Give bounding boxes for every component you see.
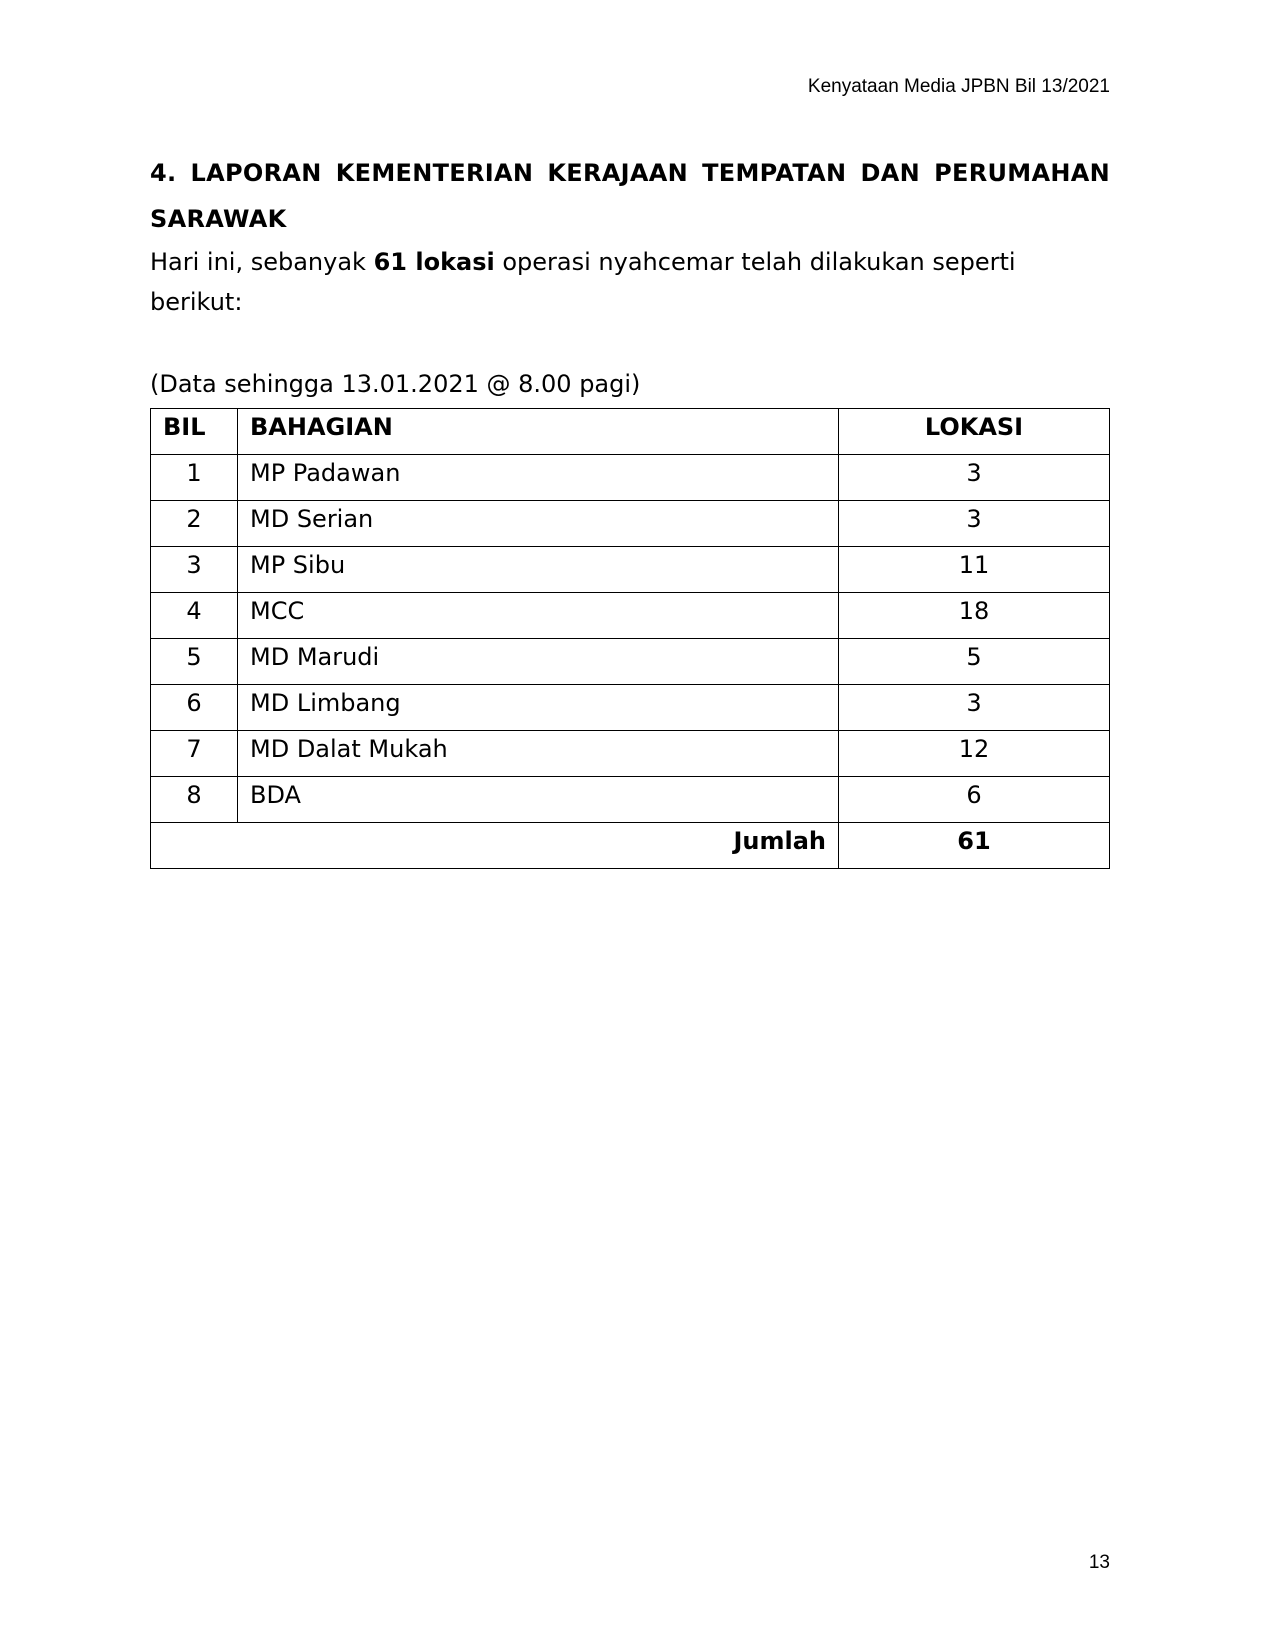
- section-number: 4.: [150, 159, 177, 187]
- cell-bil: 6: [151, 685, 238, 731]
- cell-lokasi: 11: [839, 547, 1110, 593]
- document-body: [150, 150, 1110, 869]
- table-row: [151, 731, 1110, 777]
- intro-suffix: operasi nyahcemar telah dilakukan seperti berikut:: [150, 248, 1016, 316]
- cell-bahagian: MD Serian: [238, 501, 839, 547]
- table-row: [151, 593, 1110, 639]
- header-bil: BIL: [151, 409, 238, 455]
- intro-highlight: 61 lokasi: [373, 248, 495, 276]
- section-title-text: LAPORAN KEMENTERIAN KERAJAAN TEMPATAN DAN PERUMAHAN SARAWAK: [150, 159, 1110, 233]
- intro-paragraph: [150, 242, 1110, 322]
- table-row: [151, 501, 1110, 547]
- cell-bil: 2: [151, 501, 238, 547]
- cell-bil: 3: [151, 547, 238, 593]
- cell-lokasi: 3: [839, 685, 1110, 731]
- table-row: [151, 639, 1110, 685]
- page-number: 13: [1088, 1552, 1110, 1573]
- cell-bahagian: MD Dalat Mukah: [238, 731, 839, 777]
- table-row: [151, 455, 1110, 501]
- cell-bil: 7: [151, 731, 238, 777]
- total-label: Jumlah: [151, 823, 839, 869]
- header-lokasi: LOKASI: [839, 409, 1110, 455]
- lokasi-table: [150, 408, 1110, 869]
- cell-bil: 8: [151, 777, 238, 823]
- cell-bil: 4: [151, 593, 238, 639]
- cell-bil: 5: [151, 639, 238, 685]
- total-value: 61: [839, 823, 1110, 869]
- header-bahagian: BAHAGIAN: [238, 409, 839, 455]
- cell-bahagian: BDA: [238, 777, 839, 823]
- table-total-row: [151, 823, 1110, 869]
- table-header-row: [151, 409, 1110, 455]
- table-row: [151, 685, 1110, 731]
- cell-bahagian: MD Limbang: [238, 685, 839, 731]
- cell-lokasi: 6: [839, 777, 1110, 823]
- cell-bahagian: MCC: [238, 593, 839, 639]
- intro-prefix: Hari ini, sebanyak: [150, 248, 374, 276]
- cell-lokasi: 3: [839, 501, 1110, 547]
- cell-bil: 1: [151, 455, 238, 501]
- table-row: [151, 777, 1110, 823]
- page-header: Kenyataan Media JPBN Bil 13/2021: [807, 76, 1110, 97]
- cell-lokasi: 5: [839, 639, 1110, 685]
- cell-bahagian: MD Marudi: [238, 639, 839, 685]
- cell-lokasi: 3: [839, 455, 1110, 501]
- cell-bahagian: MP Padawan: [238, 455, 839, 501]
- section-title: [150, 150, 1110, 242]
- cell-lokasi: 18: [839, 593, 1110, 639]
- data-note: (Data sehingga 13.01.2021 @ 8.00 pagi): [150, 370, 641, 398]
- cell-bahagian: MP Sibu: [238, 547, 839, 593]
- cell-lokasi: 12: [839, 731, 1110, 777]
- table-row: [151, 547, 1110, 593]
